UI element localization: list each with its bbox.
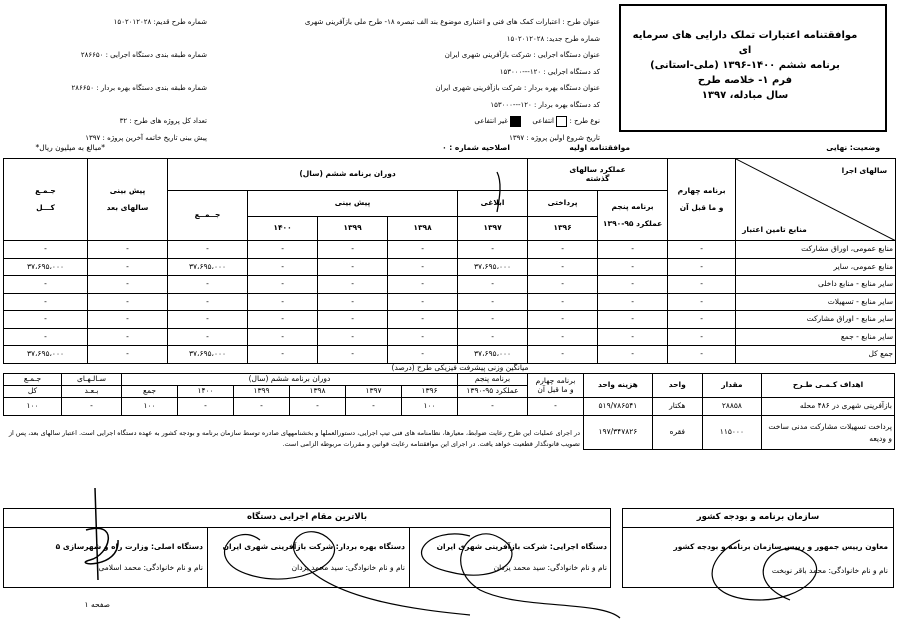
p-year-1398: ۱۳۹۸ [290,386,346,398]
funding-cell: - [388,346,458,364]
funding-cell: - [168,293,248,311]
h-after [88,159,168,241]
legal-note: در اجرای عملیات این طرح رعایت ضوابط، معیارها، نظامنامه های فنی تیپ اجرایی، دستورالعملها و بخشنامههای صادره توسط سازمان برنامه و بودجه کشور به عهده دستگاه اجرایی است. اعتبار سالهای بعد، پس از تصویب قانونگذار قطعیت خواهد یافت. در اجرای این موافقتنامه رعایت قوانین و مقررات مربوطه الزامی است. [8,429,580,448]
progress-cell: - [458,398,528,416]
progress-cell: - [290,398,346,416]
funding-cell: - [168,241,248,259]
h-fourth-2: و ما قبل آن [679,202,724,212]
year-1398: ۱۳۹۸ [388,217,458,241]
p-h-after-1: سـالـهـای [62,374,122,386]
p-h-fourth [528,374,584,398]
funding-cell: - [528,241,598,259]
g-h-goals: اهداف کـمـی طـرح [762,374,895,398]
new-code: شماره طرح جدید: ۱۵۰۲۰۱۲۰۲۸ [506,34,600,43]
goal-1-cost: ۵۱۹/۷۸۶۵۴۱ [584,398,653,416]
exec-code: کد دستگاه اجرایی : ۱۲۰---۱۵۳۰۰۰ [499,67,600,76]
progress-table [3,373,584,416]
final-status: وضعیت: نهایی [826,143,880,152]
p-h-fifth-2: عملکرد ۹۵-۱۳۹۰ [458,386,528,398]
project-info-right [304,14,600,146]
p-h-fifth-1: برنامه پنجم [458,374,528,386]
funding-cell: - [388,258,458,276]
funding-cell: - [248,328,318,346]
funding-cell: - [528,328,598,346]
funding-cell: - [388,328,458,346]
operator-class: شماره طبقه بندی دستگاه بهره بردار : ۲۸۶۶۵۰ [71,84,207,92]
g-h-amount: مقدار [702,374,761,398]
funding-cell: - [598,346,668,364]
goal-1: بازآفرینی شهری در ۴۸۶ محله [762,398,895,416]
year-1397: ۱۳۹۷ [458,217,528,241]
funding-cell: - [88,328,168,346]
funding-cell: - [668,311,736,329]
funding-cell: - [318,258,388,276]
progress-cell: - [528,398,584,416]
form-title-line: برنامه ششم ۱۴۰۰-۱۳۹۶ (ملی-استانی) [650,60,840,71]
progress-cell: ۱۰۰ [122,398,178,416]
type-transfer: انتفاعی [532,117,555,125]
funding-cell: - [318,328,388,346]
funding-source-label: سایر منابع - جمع [736,328,896,346]
funding-cell: - [598,293,668,311]
h-fifth [598,191,668,241]
funding-cell: - [668,276,736,294]
exec-cell-agency [411,542,607,572]
progress-cell: - [234,398,290,416]
funding-cell: - [4,311,88,329]
funding-source-label: منابع عمومی، سایر [736,258,896,276]
funding-row [4,328,896,346]
corner-top: سالهای اجرا [841,166,888,175]
funding-cell: - [528,293,598,311]
page-number: صفحه ۱ [84,600,110,609]
form-title-line: موافقتنامه اعتبارات تملک دارایی های سرمایه ای [632,30,858,56]
h-past [528,159,668,191]
p-year-1396: ۱۳۹۶ [402,386,458,398]
funding-body [4,241,896,364]
plan-type-label: نوع طرح : [569,117,600,125]
funding-cell: - [248,311,318,329]
funding-cell: - [458,293,528,311]
funding-cell: - [248,293,318,311]
funding-cell: - [528,258,598,276]
funding-cell: - [598,276,668,294]
funding-cell: - [4,328,88,346]
form-title-line: فرم ۱- خلاصه طرح [697,75,793,86]
funding-cell: - [318,346,388,364]
progress-cell: ۱۰۰ [4,398,62,416]
h-fifth-2: عملکرد ۹۵-۱۳۹۰ [602,218,663,228]
funding-cell: - [168,311,248,329]
exec-title: بالاترین مقام اجرایی دستگاه [246,512,368,522]
exec-title-rule [3,527,611,528]
h-past-2: گذشته [585,173,610,183]
p-year-1399: ۱۳۹۹ [234,386,290,398]
funding-source-label: سایر منابع - اوراق مشارکت [736,311,896,329]
total-projects: تعداد کل پروژه های طرح : ۳۲ [119,117,207,125]
progress-cell: - [62,398,122,416]
year-1396: ۱۳۹۶ [528,217,598,241]
project-info-left [22,14,207,146]
funding-cell: ۳۷،۶۹۵،۰۰۰ [168,346,248,364]
funding-cell: - [458,328,528,346]
g-h-unit: واحد [652,374,702,398]
progress-cell: - [178,398,234,416]
exec-cell-name: نام و نام خانوادگی: سید محمد یزدان [291,563,405,572]
p-h-fourth-1: برنامه چهارم [535,376,576,386]
funding-source-label: سایر منابع - منابع داخلی [736,276,896,294]
year-1400: ۱۴۰۰ [248,217,318,241]
h-fourth [668,159,736,241]
goal-2-cost: ۱۹۷/۳۴۷۸۲۶ [584,416,653,450]
funding-cell: - [668,328,736,346]
exec-cell-name: نام و نام خانوادگی: سید محمد یزدان [493,563,607,572]
funding-cell: - [598,241,668,259]
exec-cell-ministry [7,542,203,572]
funding-row [4,346,896,364]
h-after-1: پیش بینی [109,186,146,196]
funding-cell: ۳۷،۶۹۵،۰۰۰ [4,258,88,276]
p-h-total-1: جـمـع [4,374,62,386]
project-title: عنوان طرح : اعتبارات کمک های فنی و اعتباری موضوع بند الف تبصره ۱۸- طرح ملی بازآفرینی شهری [304,18,600,26]
start-date: تاریخ شروع اولین پروژه : ۱۳۹۷ [509,133,600,142]
exec-cell-role: دستگاه اصلی: وزارت راه و شهرسازی ۵ [55,542,203,551]
unit-note: *مبالغ به میلیون ریال* [35,143,105,152]
h-sum: جــمــع [168,191,248,241]
plan-type [380,113,600,130]
progress-cell: ۱۰۰ [402,398,458,416]
exec-cell-role: دستگاه بهره بردار: شرکت بازآفرینی شهری ایران [222,542,405,551]
h-announced: ابلاغی [458,191,528,217]
funding-source-label: منابع عمومی، اوراق مشارکت [736,241,896,259]
funding-cell: - [598,258,668,276]
funding-source-label: جمع کل [736,346,896,364]
funding-cell: - [318,311,388,329]
funding-cell: - [668,241,736,259]
funding-cell: - [168,328,248,346]
operator-code: کد دستگاه بهره بردار : ۱۲۰---۱۵۳۰۰۰ [490,100,600,109]
funding-cell: - [388,293,458,311]
progress-values [4,398,584,416]
funding-cell: - [668,293,736,311]
checkbox-nontransfer [510,116,521,127]
old-code: شماره طرح قدیم: ۱۵۰۲۰۱۲۰۲۸ [113,18,207,26]
funding-cell: - [4,241,88,259]
h-paid: پرداختی [528,191,598,217]
funding-cell: - [88,346,168,364]
funding-cell: - [458,276,528,294]
funding-cell: - [88,276,168,294]
funding-cell: - [528,311,598,329]
exec-class: شماره طبقه بندی دستگاه اجرایی : ۲۸۶۶۵۰ [80,51,207,59]
funding-cell: ۳۷،۶۹۵،۰۰۰ [458,346,528,364]
h-total-2: کـــل [36,202,55,212]
funding-cell: - [4,276,88,294]
funding-cell: - [598,311,668,329]
p-h-sixth: دوران برنامه ششم (سال) [122,374,458,386]
initial-agreement: موافقتنامه اولیه [569,143,630,152]
org-name: نام و نام خانوادگی: محمد باقر نوبخت [771,566,888,575]
exec-cell-role: دستگاه اجرایی: شرکت بازآفرینی شهری ایران [436,542,607,551]
goal-2-amount: ۱۱۵۰۰۰ [702,416,761,450]
operator-agency: عنوان دستگاه بهره بردار : شرکت بازآفرینی شهری ایران [435,84,600,92]
funding-cell: - [88,293,168,311]
funding-row [4,293,896,311]
org-title: سازمان برنامه و بودجه کشور [696,512,820,522]
funding-row [4,311,896,329]
goal-2-unit: فقره [652,416,702,450]
funding-cell: - [528,346,598,364]
end-date: پیش بینی تاریخ خاتمه آخرین پروژه : ۱۳۹۷ [85,133,207,142]
org-title-rule [622,527,894,528]
exec-agency: عنوان دستگاه اجرایی : شرکت بازآفرینی شهری ایران [444,51,600,59]
p-h-fourth-2: و ما قبل آن [537,384,574,394]
funding-row [4,241,896,259]
funding-row [4,258,896,276]
funding-cell: - [668,258,736,276]
exec-divider [409,527,410,588]
goal-2: پرداخت تسهیلات مشارکت مدنی ساخت و ودیعه [762,416,895,450]
funding-cell: - [248,346,318,364]
goal-1-unit: هکتار [652,398,702,416]
funding-cell: - [318,241,388,259]
h-total [4,159,88,241]
funding-source-label: سایر منابع - تسهیلات [736,293,896,311]
h-total-1: جـمـع [35,186,56,196]
funding-cell: - [248,241,318,259]
exec-cell-operator [209,542,405,572]
funding-cell: - [598,328,668,346]
progress-caption: میانگین وزنی پیشرفت فیزیکی طرح (درصد) [391,363,529,372]
amendment-number: اصلاحیه شماره : ۰ [442,143,510,152]
funding-cell: - [4,293,88,311]
goals-table [583,373,895,450]
funding-cell: - [388,241,458,259]
funding-cell: - [88,311,168,329]
form-title [630,28,860,103]
funding-cell: - [88,241,168,259]
h-after-2: سالهای بعد [106,202,149,212]
p-h-total-2: کل [4,386,62,398]
funding-cell: - [388,276,458,294]
funding-cell: - [528,276,598,294]
h-forecast: پیش بینی [248,191,458,217]
p-year-1400: ۱۴۰۰ [178,386,234,398]
org-role: معاون رییس جمهور و رییس سازمان برنامه و بودجه کشور [673,542,888,551]
funding-cell: ۳۷،۶۹۵،۰۰۰ [168,258,248,276]
corner-bottom: منابع تامین اعتبار [742,224,807,234]
exec-divider [207,527,208,588]
h-sixth: دوران برنامه ششم (سال) [168,159,528,191]
funding-cell: - [458,241,528,259]
funding-cell: - [168,276,248,294]
p-year-1397: ۱۳۹۷ [346,386,402,398]
h-past-1: عملکرد سالهای [569,165,626,175]
funding-cell: - [318,293,388,311]
funding-table [3,158,896,364]
funding-cell: - [88,258,168,276]
funding-cell: ۳۷،۶۹۵،۰۰۰ [458,258,528,276]
funding-row [4,276,896,294]
type-nontransfer: غیر انتفاعی [474,117,508,125]
funding-cell: - [318,276,388,294]
funding-cell: - [248,276,318,294]
progress-cell: - [346,398,402,416]
p-h-after-2: بـعـد [62,386,122,398]
g-h-cost: هزینه واحد [584,374,653,398]
p-h-sum: جمع [122,386,178,398]
funding-cell: - [458,311,528,329]
funding-cell: - [388,311,458,329]
goal-1-amount: ۲۸۸۵۸ [702,398,761,416]
h-fifth-1: برنامه پنجم [611,202,654,212]
corner-header [736,159,896,241]
funding-cell: - [668,346,736,364]
year-1399: ۱۳۹۹ [318,217,388,241]
checkbox-transfer [556,116,567,127]
funding-cell: - [248,258,318,276]
h-fourth-1: برنامه چهارم [677,186,726,196]
form-title-line: سال مبادله، ۱۳۹۷ [701,90,789,101]
exec-cell-name: نام و نام خانوادگی: محمد اسلامی [98,563,203,572]
funding-cell: ۳۷،۶۹۵،۰۰۰ [4,346,88,364]
